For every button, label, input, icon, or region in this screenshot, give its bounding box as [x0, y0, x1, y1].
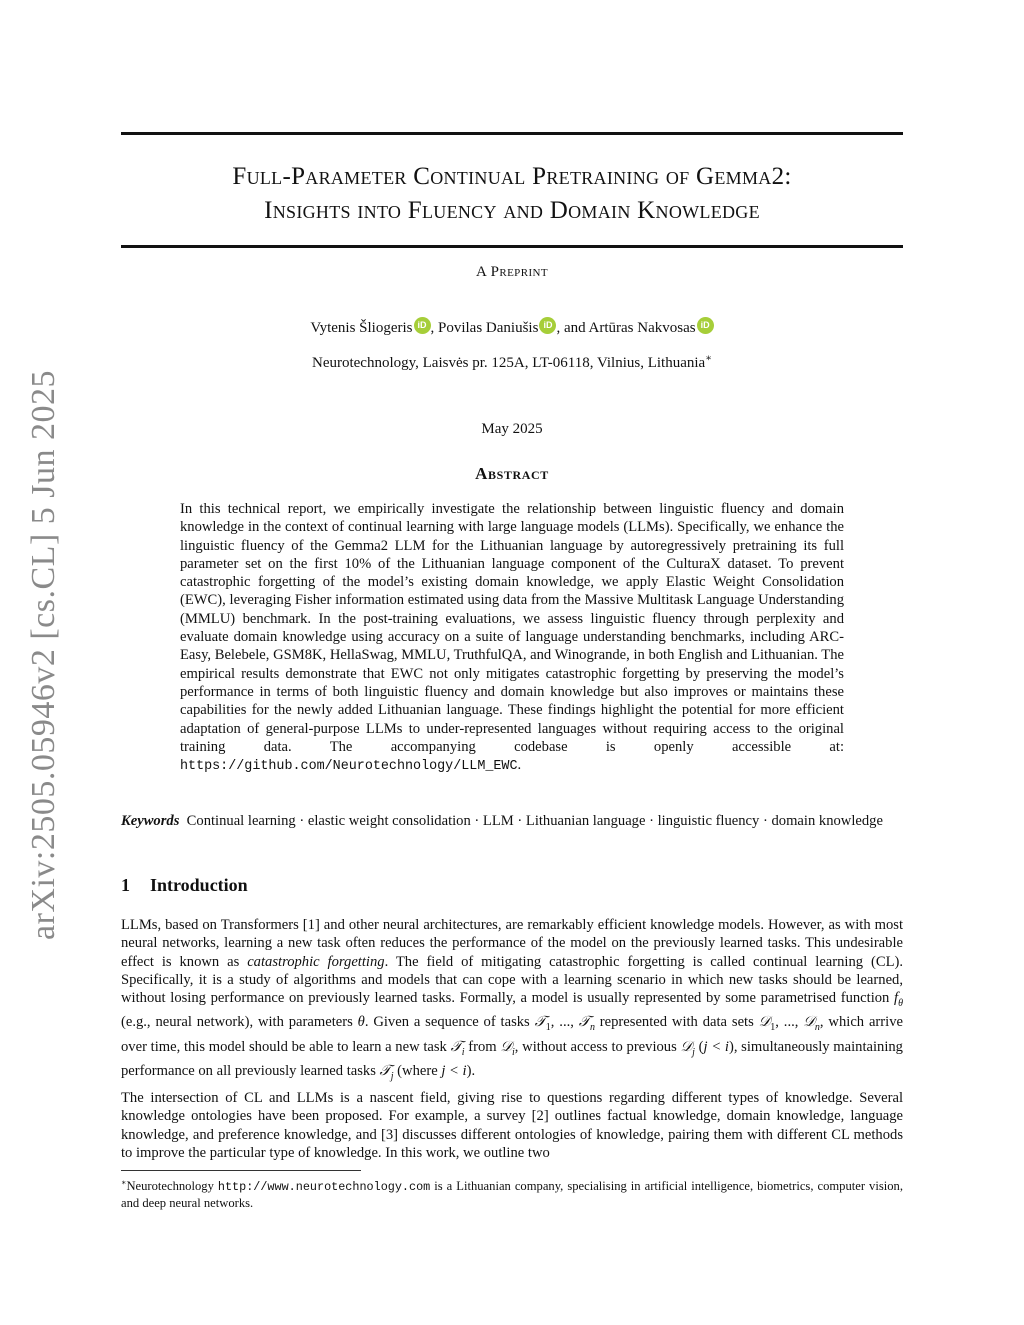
math: f	[894, 990, 899, 1007]
math: θ	[898, 998, 903, 1010]
text-run: (	[694, 1038, 704, 1055]
math: 𝒯	[534, 1014, 546, 1031]
section-number: 1	[121, 875, 130, 895]
math: j	[692, 1046, 695, 1058]
footnote-text: Neurotechnology	[126, 1179, 218, 1194]
text-run: represented with data sets	[594, 1014, 759, 1031]
author-list	[0, 317, 1024, 337]
title-line-2: Insights into Fluency and Domain Knowledge	[264, 197, 760, 224]
intro-paragraph-2: The intersection of CL and LLMs is a nascent field, giving rise to questions regarding different types of knowledge. Several knowledge ontologies have been proposed. For example, a survey [2] outlines factual knowledge, domain knowledge, language knowledge, and preference knowledge, and [3] discusses different ontologies of knowledge, pairing them with different CL methods to improve the particular type of knowledge. In this work, we outline two	[121, 1090, 903, 1161]
text-run: LLMs, based on Transformers [1] and other neural architectures, are remarkably efficient knowledge models. However, as with most neural networks, learning a new task often reduces the performance of the model on the previously learned tasks. This undesirable effect is known as	[121, 917, 903, 970]
title-rule-bottom	[121, 245, 903, 248]
affiliation	[0, 353, 1024, 372]
company-link[interactable]: http://www.neurotechnology.com	[217, 1180, 431, 1195]
affiliation-text: Neurotechnology, Laisvės pr. 125A, LT-06118, Vilnius, Lithuania	[311, 355, 706, 371]
arxiv-id[interactable]: arXiv:2505.05946v2 [cs.CL] 5 Jun 2025	[25, 369, 62, 941]
text-run: (where	[393, 1062, 442, 1079]
footnote-mark: ∗	[121, 1178, 127, 1187]
text-run: , ...,	[775, 1014, 804, 1031]
math: j	[390, 1070, 394, 1082]
math: i	[461, 1046, 465, 1058]
intro-paragraph-1	[121, 916, 903, 1086]
math: n	[814, 1022, 820, 1034]
publication-date: May 2025	[481, 421, 543, 437]
math: 𝒟	[500, 1038, 512, 1055]
section-title: Introduction	[150, 875, 248, 895]
text-run: , which arrive over time, this model should be able to learn a new task	[121, 1014, 903, 1055]
math: 1	[770, 1022, 776, 1034]
math: i	[512, 1046, 515, 1058]
math: 𝒟	[803, 1014, 815, 1031]
footnote	[121, 1175, 903, 1211]
orcid-icon[interactable]: iD	[539, 317, 556, 334]
math: 𝒟	[758, 1014, 771, 1031]
footnote-text: is a Lithuanian company, specialising in artificial intelligence, biometrics, computer vision, and deep neural networks.	[121, 1179, 903, 1211]
paper-title	[121, 160, 903, 228]
math: θ	[357, 1014, 365, 1031]
abstract-heading: Abstract	[475, 464, 549, 483]
math: n	[589, 1022, 595, 1034]
abstract-body	[180, 500, 844, 776]
text-run: ), simultaneously maintaining performance on all previously learned tasks	[121, 1038, 903, 1079]
text-run: . The field of mitigating catastrophic forgetting is called continual learning (CL). Specifically, it is a study of algorithms and models that can cope with a learning scenario in which new tasks should be learned, without losing performance on previously learned tasks. Formally, a model is usually represented by some parametrised function	[121, 953, 904, 1007]
math: 𝒯	[578, 1014, 590, 1031]
math: j < i	[441, 1062, 467, 1079]
title-rule-top	[121, 132, 903, 135]
abstract-period: .	[517, 757, 522, 774]
orcid-icon[interactable]: iD	[414, 317, 431, 334]
text-run: ).	[466, 1062, 476, 1079]
author-name: Vytenis Šliogeris	[310, 320, 413, 336]
section-heading	[121, 875, 248, 896]
codebase-link[interactable]: https://github.com/Neurotechnology/LLM_EWC	[180, 759, 518, 775]
footnote-rule	[121, 1170, 361, 1171]
keywords-label: Keywords	[121, 813, 180, 829]
math: 𝒟	[680, 1038, 693, 1055]
author-name: , and Artūras Nakvosas	[556, 320, 696, 336]
math: 𝒯	[379, 1062, 391, 1079]
math: 𝒯	[450, 1038, 462, 1055]
math: j < i	[703, 1038, 729, 1055]
author-name: , Povilas Daniušis	[430, 320, 539, 336]
abstract-text: In this technical report, we empirically investigate the relationship between linguistic fluency and domain knowledge in the context of continual learning with large language models (LLMs). Specifically, we enhance the linguistic fluency of the Gemma2 LLM for the Lithuanian language by autoregressively pretraining its full parameter set on the first 10% of the Lithuanian language component of the CulturaX dataset. To prevent catastrophic forgetting of the model’s existing domain knowledge, we apply Elastic Weight Consolidation (EWC), leveraging Fisher information estimated using data from the Massive Multitask Language Understanding (MMLU) benchmark. In the post-training evaluations, we assess linguistic fluency through perplexity and evaluate domain knowledge using accuracy on a suite of language understanding benchmarks, including ARC-Easy, Belebele, GSM8K, HellaSwag, MMLU, TruthfulQA, and Winogrande, in both English and Lithuanian. The empirical results demonstrate that EWC not only mitigates catastrophic forgetting by preserving the model’s performance in terms of both linguistic fluency and domain knowledge but also improves or maintains these capabilities for the newly added Lithuanian language. These findings highlight the potential for more efficient adaptation of general-purpose LLMs to under-represented languages without requiring access to the original training data. The accompanying codebase is openly accessible at:	[180, 501, 844, 755]
text-run: (e.g., neural network), with parameters	[121, 1014, 358, 1031]
text-run: . Given a sequence of tasks	[364, 1014, 535, 1031]
title-line-1: Full-Parameter Continual Pretraining of Gemma2:	[232, 163, 792, 190]
footnote-marker[interactable]: ∗	[705, 353, 713, 364]
orcid-icon[interactable]: iD	[697, 317, 714, 334]
keywords-text: Continual learning · elastic weight consolidation · LLM · Lithuanian language · linguistic fluency · domain knowledge	[186, 813, 883, 829]
preprint-label: A Preprint	[476, 264, 548, 280]
text-run: , without access to previous	[514, 1038, 681, 1055]
math: 1	[545, 1022, 551, 1034]
emphasis: catastrophic forgetting	[247, 953, 385, 970]
text-run: , ...,	[550, 1014, 579, 1031]
keywords	[121, 812, 903, 831]
text-run: from	[464, 1038, 501, 1055]
